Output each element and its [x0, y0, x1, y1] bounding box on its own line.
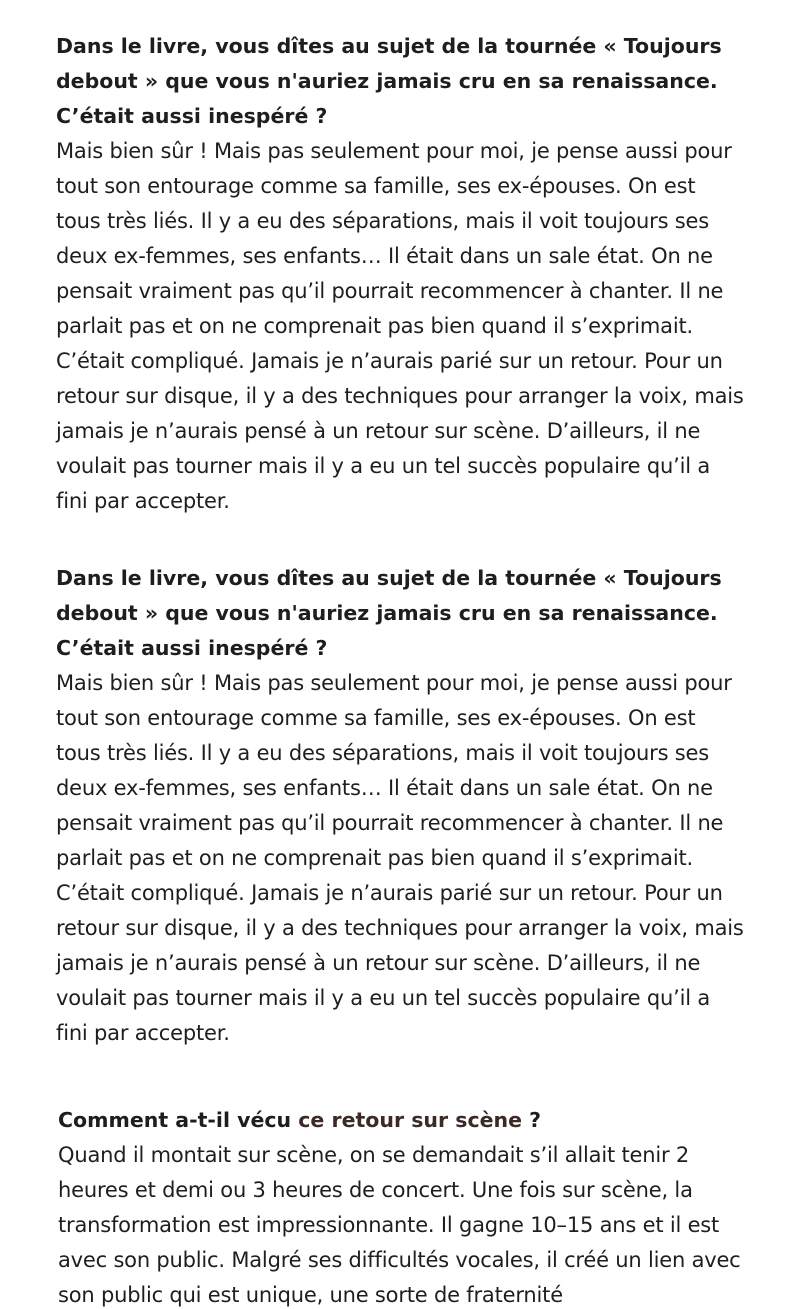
scene-return-link[interactable]: ce retour sur scène — [298, 1108, 523, 1132]
interview-answer: Mais bien sûr ! Mais pas seulement pour moi, je pense aussi pour tout son entourage comme sa famille, ses ex-épouses. On est tous très liés. Il y a eu des séparations, mais il voit toujours ses deux ex-femmes, ses enfants… Il était dans un sale état. On ne pensait vraiment pas qu’il pourrait recommencer à chanter. Il ne parlait pas et on ne comprenait pas bien quand il s’exprimait. C’était compliqué. Jamais je n’aurais parié sur un retour. Pour un retour sur disque, il y a des techniques pour arranger la voix, mais jamais je n’aurais pensé à un retour sur scène. D’ailleurs, il ne voulait pas tourner mais il y a eu un tel succès populaire qu’il a fini par accepter. — [56, 671, 744, 1045]
question-suffix: ? — [522, 1108, 542, 1132]
interview-question: Dans le livre, vous dîtes au sujet de la tournée « Toujours debout » que vous n'auriez jamais cru en sa renaissance. C’était aussi inespéré ? — [56, 34, 722, 128]
interview-section-1 — [0, 29, 795, 534]
interview-question — [58, 1103, 748, 1138]
interview-question: Dans le livre, vous dîtes au sujet de la tournée « Toujours debout » que vous n'auriez jamais cru en sa renaissance. C’était aussi inespéré ? — [56, 566, 722, 660]
question-text: Comment a-t-il vécu — [58, 1108, 299, 1132]
interview-answer: Mais bien sûr ! Mais pas seulement pour moi, je pense aussi pour tout son entourage comme sa famille, ses ex-épouses. On est tous très liés. Il y a eu des séparations, mais il voit toujours ses deux ex-femmes, ses enfants… Il était dans un sale état. On ne pensait vraiment pas qu’il pourrait recommencer à chanter. Il ne parlait pas et on ne comprenait pas bien quand il s’exprimait. C’était compliqué. Jamais je n’aurais parié sur un retour. Pour un retour sur disque, il y a des techniques pour arranger la voix, mais jamais je n’aurais pensé à un retour sur scène. D’ailleurs, il ne voulait pas tourner mais il y a eu un tel succès populaire qu’il a fini par accepter. — [56, 139, 744, 513]
interview-answer: Quand il montait sur scène, on se demandait s’il allait tenir 2 heures et demi ou 3 heures de concert. Une fois sur scène, la transformation est impressionnante. Il gagne 10–15 ans et il est avec son public. Malgré ses difficultés vocales, il créé un lien avec son public qui est unique, une sorte de fraternité — [58, 1143, 741, 1307]
interview-section-2 — [0, 561, 795, 1095]
interview-section-3 — [0, 1103, 795, 1309]
